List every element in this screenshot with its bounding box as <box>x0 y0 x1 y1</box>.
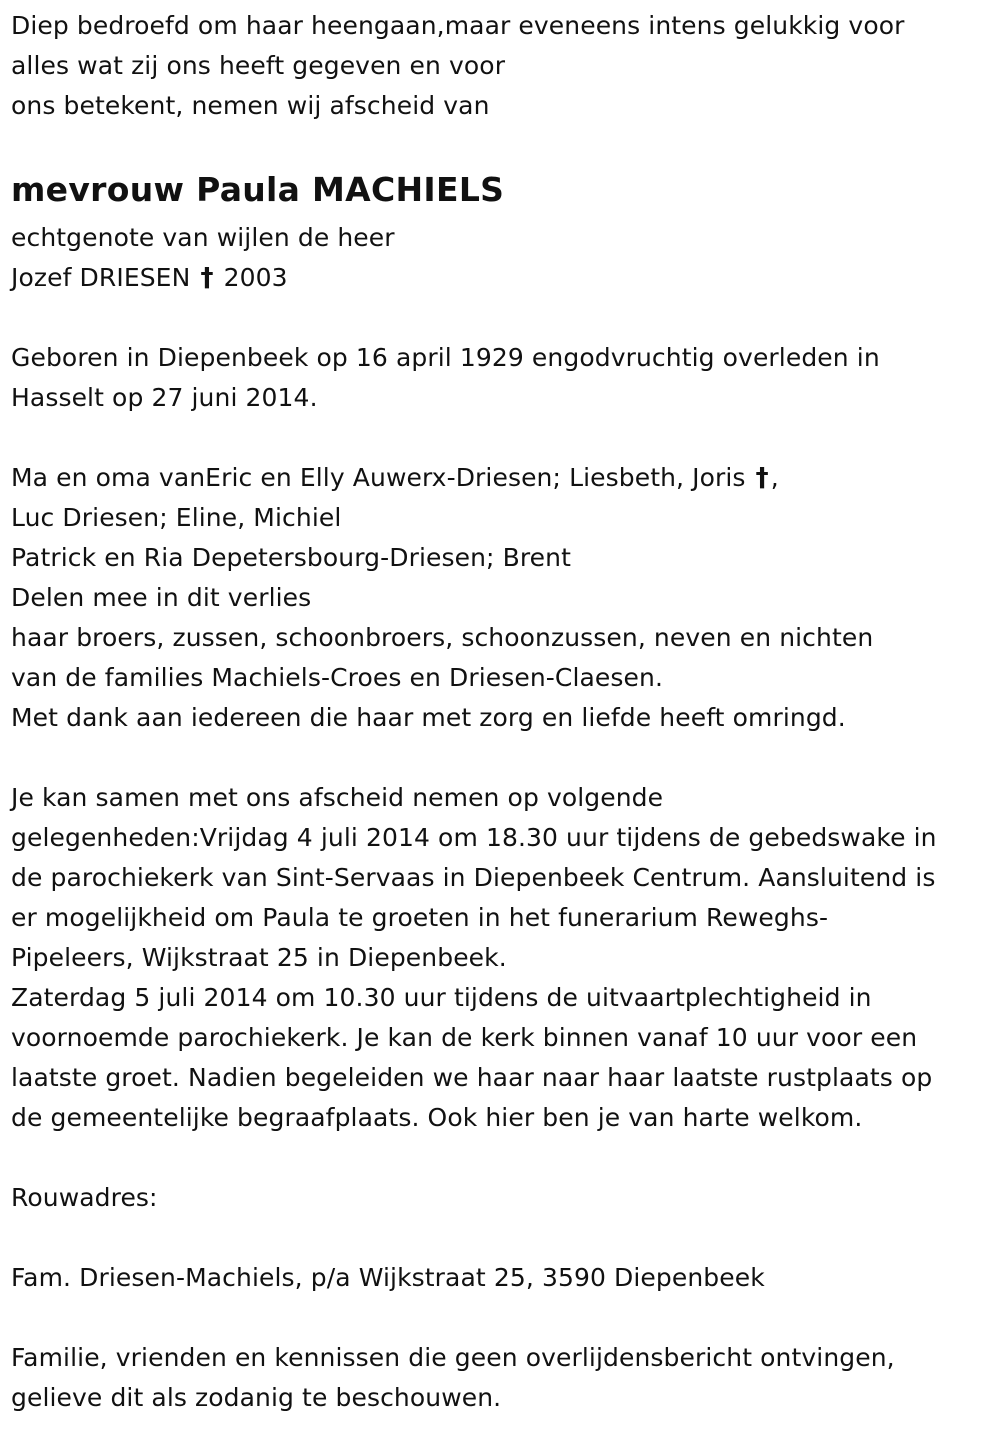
spouse-block <box>11 218 996 298</box>
spouse-line: echtgenote van wijlen de heer <box>11 223 395 252</box>
intro-line: Diep bedroefd om haar heengaan,maar eveneens intens gelukkig voor <box>11 11 905 40</box>
farewell-line: gelegenheden:Vrijdag 4 juli 2014 om 18.30 uur tijdens de gebedswake in <box>11 823 937 852</box>
spacer <box>11 1298 996 1338</box>
closing-paragraph <box>11 1338 996 1418</box>
family-line: van de families Machiels-Croes en Driesen-Claesen. <box>11 663 663 692</box>
farewell-line: voornoemde parochiekerk. Je kan de kerk binnen vanaf 10 uur voor een <box>11 1023 918 1052</box>
address-line: Fam. Driesen-Machiels, p/a Wijkstraat 25, 3590 Diepenbeek <box>11 1263 765 1292</box>
farewell-paragraph <box>11 778 996 1138</box>
deceased-name: mevrouw Paula MACHIELS <box>11 170 505 209</box>
birth-death-paragraph <box>11 338 996 418</box>
family-text: Ma en oma vanEric en Elly Auwerx-Driesen; Liesbeth, Joris <box>11 463 746 492</box>
intro-line: ons betekent, nemen wij afscheid van <box>11 91 490 120</box>
family-line <box>11 458 996 498</box>
spacer <box>11 418 996 458</box>
family-paragraph <box>11 458 996 738</box>
cross-icon: † <box>200 263 214 293</box>
farewell-line: Pipeleers, Wijkstraat 25 in Diepenbeek. <box>11 943 507 972</box>
farewell-line: Zaterdag 5 juli 2014 om 10.30 uur tijdens de uitvaartplechtigheid in <box>11 983 872 1012</box>
intro-line: alles wat zij ons heeft gegeven en voor <box>11 51 506 80</box>
obituary-notice <box>11 6 996 1418</box>
spouse-name: Jozef DRIESEN <box>11 263 191 292</box>
farewell-line: er mogelijkheid om Paula te groeten in het funerarium Reweghs- <box>11 903 829 932</box>
spacer <box>11 1138 996 1178</box>
birth-death-line: Geboren in Diepenbeek op 16 april 1929 engodvruchtig overleden in <box>11 343 880 372</box>
family-line: Delen mee in dit verlies <box>11 583 312 612</box>
family-line: Met dank aan iedereen die haar met zorg en liefde heeft omringd. <box>11 703 846 732</box>
intro-paragraph <box>11 6 996 126</box>
closing-line: gelieve dit als zodanig te beschouwen. <box>11 1383 502 1412</box>
spacer <box>11 298 996 338</box>
family-line: Patrick en Ria Depetersbourg-Driesen; Brent <box>11 543 572 572</box>
spacer <box>11 1218 996 1258</box>
cross-icon: † <box>755 463 769 493</box>
farewell-line: de gemeentelijke begraafplaats. Ook hier ben je van harte welkom. <box>11 1103 863 1132</box>
spouse-death-year: 2003 <box>223 263 288 292</box>
birth-death-line: Hasselt op 27 juni 2014. <box>11 383 318 412</box>
family-line: Luc Driesen; Eline, Michiel <box>11 503 342 532</box>
family-text: , <box>770 463 779 492</box>
farewell-line: Je kan samen met ons afscheid nemen op volgende <box>11 783 664 812</box>
spouse-name-line <box>11 258 996 298</box>
farewell-line: de parochiekerk van Sint-Servaas in Diepenbeek Centrum. Aansluitend is <box>11 863 936 892</box>
closing-line: Familie, vrienden en kennissen die geen overlijdensbericht ontvingen, <box>11 1343 895 1372</box>
spacer <box>11 738 996 778</box>
spacer <box>11 126 996 162</box>
farewell-line: laatste groet. Nadien begeleiden we haar naar haar laatste rustplaats op <box>11 1063 933 1092</box>
family-line: haar broers, zussen, schoonbroers, schoonzussen, neven en nichten <box>11 623 874 652</box>
address-heading: Rouwadres: <box>11 1183 158 1212</box>
